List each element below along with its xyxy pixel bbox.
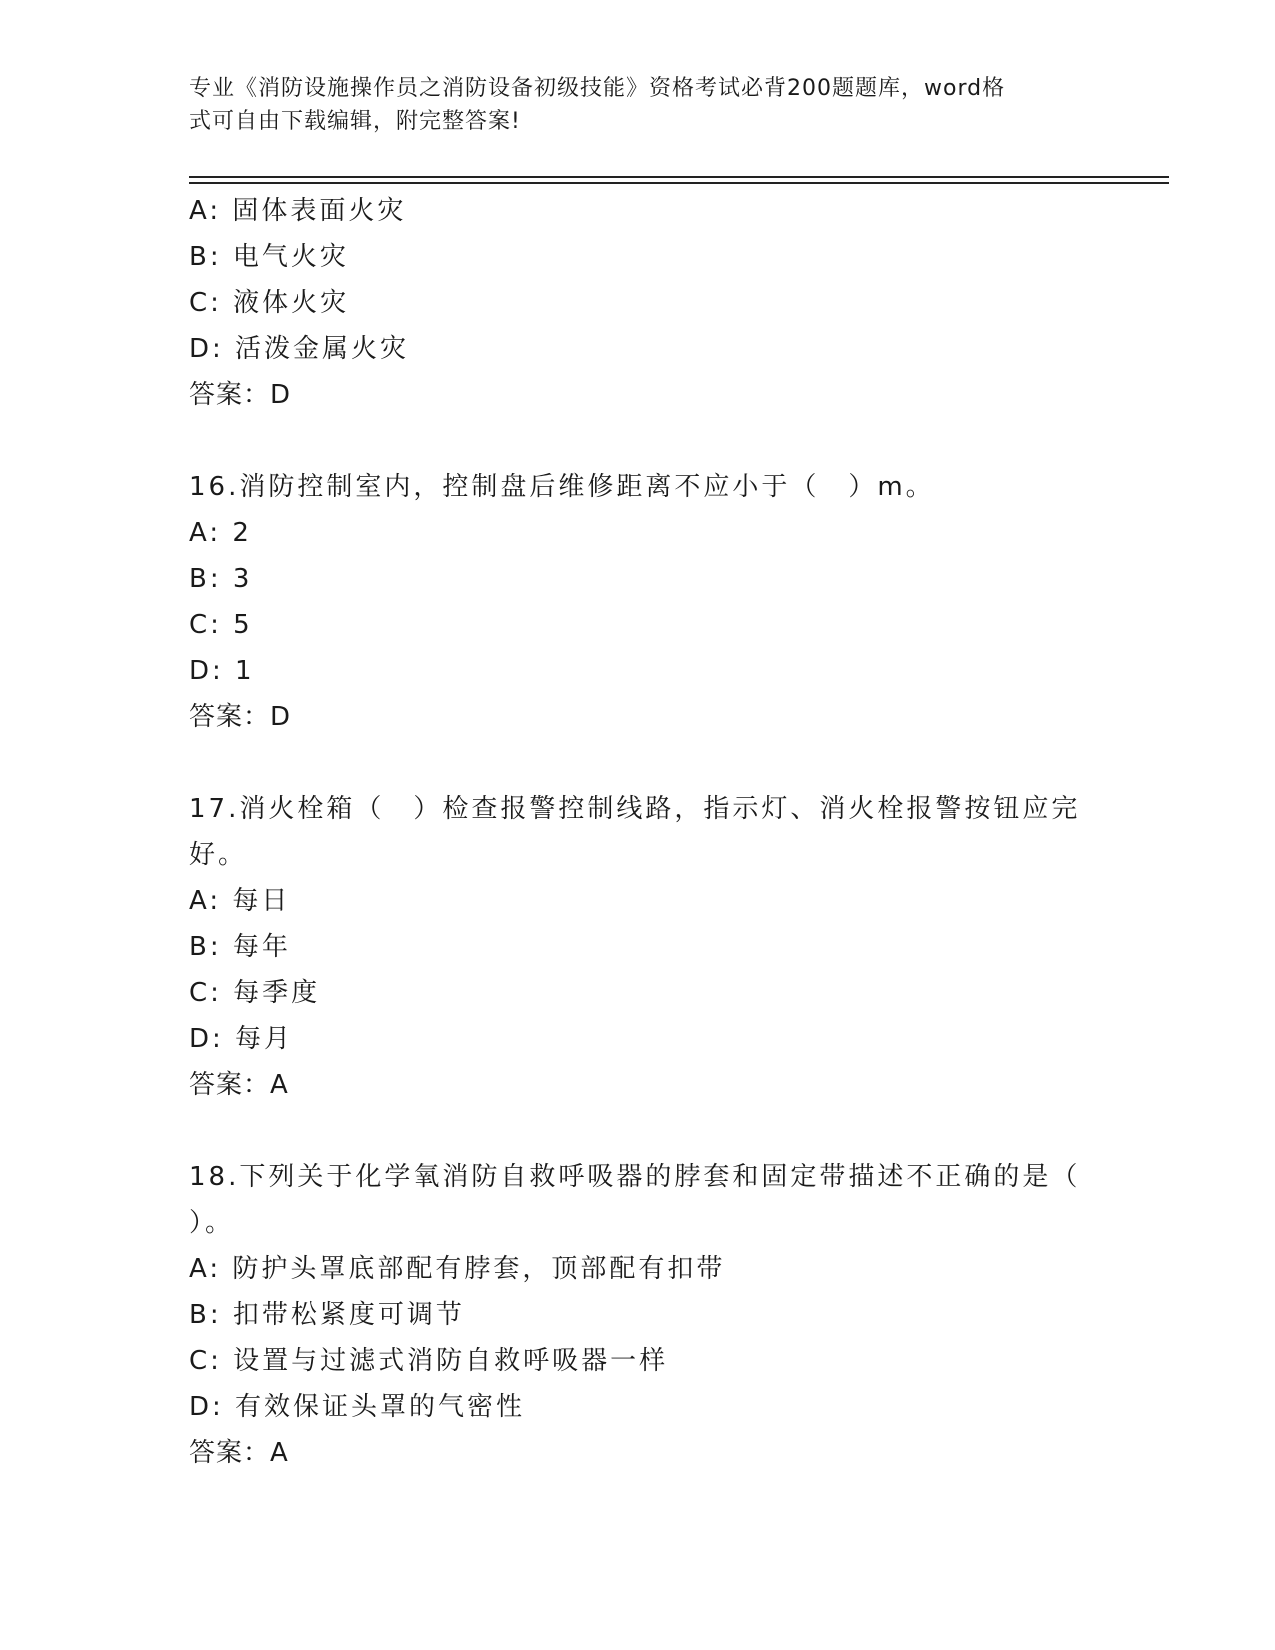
option-b: B: 3: [189, 564, 253, 594]
option-b: B: 电气火灾: [189, 242, 349, 272]
header-rule-bottom: [189, 182, 1169, 184]
question-text-line-2: 好。: [189, 840, 248, 870]
question-block-16: [189, 464, 1089, 740]
question-block-18: [189, 1154, 1089, 1476]
question-text-line-2: ）。: [189, 1208, 235, 1238]
header-rule-top: [189, 176, 1169, 178]
question-block-15: [189, 188, 1089, 418]
option-b: B: 扣带松紧度可调节: [189, 1300, 465, 1330]
option-c: C: 5: [189, 610, 253, 640]
question-text-line-1: 18.下列关于化学氧消防自救呼吸器的脖套和固定带描述不正确的是（: [189, 1162, 1081, 1192]
option-a: A: 防护头罩底部配有脖套，顶部配有扣带: [189, 1254, 726, 1284]
option-d: D: 活泼金属火灾: [189, 334, 410, 364]
option-b: B: 每年: [189, 932, 291, 962]
option-a: A: 2: [189, 518, 252, 548]
option-a: A: 每日: [189, 886, 291, 916]
answer: 答案：A: [189, 1070, 289, 1100]
document-header: [189, 72, 1069, 138]
option-d: D: 每月: [189, 1024, 294, 1054]
answer: 答案：A: [189, 1438, 289, 1468]
option-d: D: 1: [189, 656, 255, 686]
header-line-2: 式可自由下载编辑，附完整答案!: [189, 109, 521, 134]
option-c: C: 设置与过滤式消防自救呼吸器一样: [189, 1346, 669, 1376]
question-text-line-1: 17.消火栓箱（ ）检查报警控制线路，指示灯、消火栓报警按钮应完: [189, 794, 1081, 824]
answer: 答案：D: [189, 702, 292, 732]
question-block-17: [189, 786, 1089, 1108]
option-c: C: 每季度: [189, 978, 321, 1008]
question-list: [189, 188, 1089, 1476]
option-a: A: 固体表面火灾: [189, 196, 407, 226]
option-c: C: 液体火灾: [189, 288, 350, 318]
header-line-1: 专业《消防设施操作员之消防设备初级技能》资格考试必背200题题库，word格: [189, 76, 1006, 101]
question-text: 16.消防控制室内，控制盘后维修距离不应小于（ ）m。: [189, 472, 935, 502]
answer: 答案：D: [189, 380, 292, 410]
option-d: D: 有效保证头罩的气密性: [189, 1392, 526, 1422]
